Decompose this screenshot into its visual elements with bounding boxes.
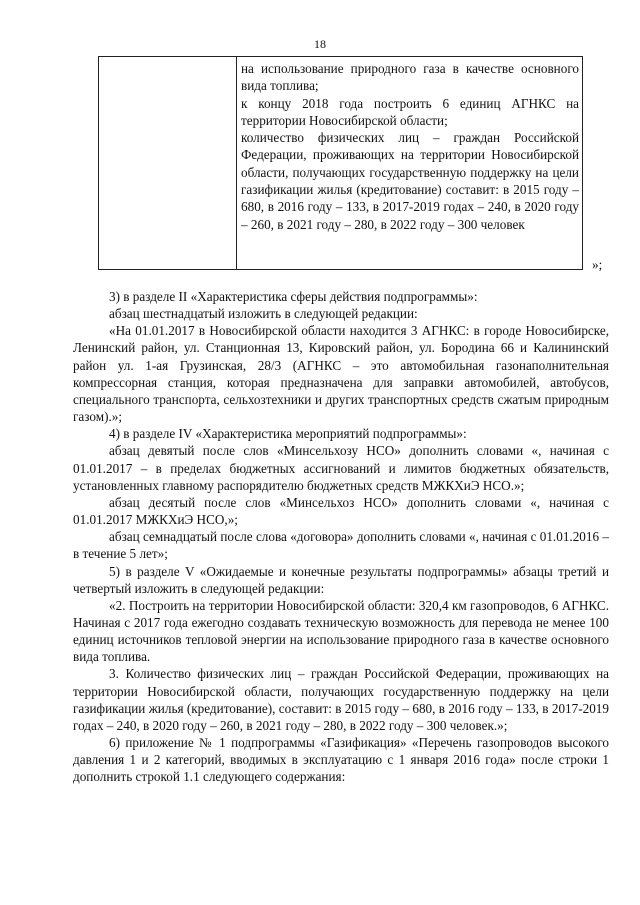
paragraph: «На 01.01.2017 в Новосибирской области находится 3 АГНКС: в городе Новосибирске, Ленинский район, ул. Станционная 13, Кировский район, ул. Бородина 66 и Калининский район ул. 1-ая Грузинская, 28/3 (АГНКС – это автомобильная газонаполнительная компрессорная станция, которая предназначена для заправки автомобилей, автобусов, специального транспорта, сельхозтехники и других транспортных средств сжатым природным газом).»; xyxy=(73,323,609,425)
table-left-cell xyxy=(99,57,237,269)
paragraph: абзац десятый после слов «Минсельхоз НСО» дополнить словами «, начиная с 01.01.2017 МЖКХиЭ НСО,»; xyxy=(73,494,609,528)
paragraph: 5) в разделе V «Ожидаемые и конечные результаты подпрограммы» абзацы третий и четвертый изложить в следующей редакции: xyxy=(73,563,609,596)
quote-close: »; xyxy=(592,257,603,272)
document-body xyxy=(73,288,609,786)
page-number: 18 xyxy=(314,37,326,51)
paragraph: абзац семнадцатый после слова «договора» дополнить словами «, начиная с 01.01.2016 – в течение 5 лет»; xyxy=(73,529,609,562)
table-line: на использование природного газа в качестве основного вида топлива; xyxy=(241,61,579,94)
continuation-table xyxy=(98,56,583,270)
paragraph: «2. Построить на территории Новосибирской области: 320,4 км газопроводов, 6 АГНКС. Начиная с 2017 года ежегодно создавать техническую возможность для перевода не менее 100 единиц источников тепловой энергии на использование природного газа в качестве основного вида топлива. xyxy=(73,597,609,665)
paragraph: 3) в разделе II «Характеристика сферы действия подпрограммы»: xyxy=(109,289,478,304)
paragraph: 6) приложение № 1 подпрограммы «Газификация» «Перечень газопроводов высокого давления 1 и 2 категорий, вводимых в эксплуатацию с 1 января 2016 года» после строки 1 дополнить строкой 1.1 следующего содержания: xyxy=(73,735,609,785)
table-line: к концу 2018 года построить 6 единиц АГНКС на территории Новосибирской области; xyxy=(241,95,579,128)
table-line: количество физических лиц – граждан Российской Федерации, проживающих на территории Новосибирской области, получающих государственную поддержку на цели газификации жилья (кредитование) составит: в 2015 году – 680, в 2016 году – 133, в 2017-2019 годах – 240, в 2020 году – 260, в 2021 году – 280, в 2022 году – 300 человек xyxy=(241,130,579,232)
paragraph: 3. Количество физических лиц – граждан Российской Федерации, проживающих на территории Новосибирской области, получающих государственную поддержку на цели газификации жилья (кредитование), составит: в 2015 году – 680, в 2016 году – 133, в 2017-2019 годах – 240, в 2020 году – 260, в 2021 году – 280, в 2022 году – 300 человек.»; xyxy=(73,666,609,733)
table-right-cell xyxy=(241,60,579,233)
paragraph: абзац девятый после слов «Минсельхозу НСО» дополнить словами «, начиная с 01.01.2017 – в пределах бюджетных ассигнований и лимитов бюджетных обязательств, установленных главному распорядителю бюджетных средств МЖКХиЭ НСО.»; xyxy=(73,443,609,493)
paragraph: 4) в разделе IV «Характеристика мероприятий подпрограммы»: xyxy=(109,426,467,442)
paragraph: абзац шестнадцатый изложить в следующей редакции: xyxy=(109,306,418,322)
